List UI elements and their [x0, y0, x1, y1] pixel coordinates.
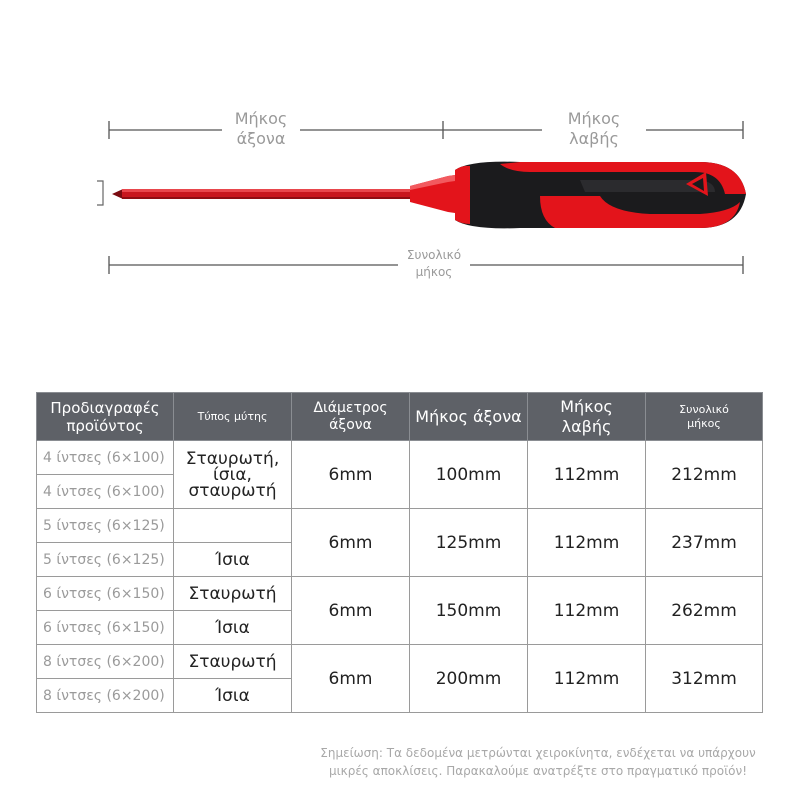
table-row [37, 441, 763, 475]
total-length-text: Συνολικό μήκος [406, 248, 462, 279]
handle-length-cell: 112mm [528, 509, 646, 577]
shaft-length-label [222, 109, 300, 149]
header-handle-length: Μήκος λαβής [528, 393, 646, 441]
handle-length-cell: 112mm [528, 441, 646, 509]
tip-type-cell: Ίσια [174, 679, 292, 713]
total-length-cell: 312mm [646, 645, 763, 713]
handle-length-label [542, 109, 646, 149]
header-total-length: Συνολικό μήκος [646, 393, 763, 441]
total-length-cell: 237mm [646, 509, 763, 577]
model-cell: 5 ίντσες (6×125) [37, 543, 174, 577]
handle-length-text: Μήκος λαβής [567, 109, 621, 148]
model-cell: 5 ίντσες (6×125) [37, 509, 174, 543]
table-row [37, 577, 763, 611]
total-length-label [398, 247, 470, 281]
table-row [37, 509, 763, 543]
tip-type-cell: Σταυρωτή [174, 645, 292, 679]
header-diameter: Διάμετρος άξονα [292, 393, 410, 441]
screwdriver-handle [455, 162, 746, 229]
header-spec: Προδιαγραφές προϊόντος [37, 393, 174, 441]
model-cell: 6 ίντσες (6×150) [37, 611, 174, 645]
tip-type-cell [174, 509, 292, 543]
measurement-note: Σημείωση: Τα δεδομένα μετρώνται χειροκίνητα, ενδέχεται να υπάρχουν μικρές αποκλίσεις. Παρακαλούμε ανατρέξτε στο πραγματικό προϊόν! [320, 746, 756, 778]
shaft-length-cell: 150mm [410, 577, 528, 645]
diameter-cell: 6mm [292, 645, 410, 713]
model-cell: 6 ίντσες (6×150) [37, 577, 174, 611]
shaft-length-cell: 125mm [410, 509, 528, 577]
model-cell: 4 ίντσες (6×100) [37, 441, 174, 475]
dimension-diagram [0, 0, 800, 300]
table-row [37, 645, 763, 679]
header-tip-type: Τύπος μύτης [174, 393, 292, 441]
diameter-cell: 6mm [292, 441, 410, 509]
model-cell: 4 ίντσες (6×100) [37, 475, 174, 509]
shaft-length-text: Μήκος άξονα [234, 109, 288, 148]
model-cell: 8 ίντσες (6×200) [37, 679, 174, 713]
tip-type-cell: Ίσια [174, 543, 292, 577]
tip-type-cell: Σταυρωτή [174, 577, 292, 611]
handle-collar [410, 174, 462, 214]
handle-length-cell: 112mm [528, 577, 646, 645]
tip-type-cell: Σταυρωτή, ίσια, σταυρωτή [174, 441, 292, 509]
shaft-length-cell: 200mm [410, 645, 528, 713]
diameter-cell: 6mm [292, 509, 410, 577]
total-length-cell: 212mm [646, 441, 763, 509]
total-length-cell: 262mm [646, 577, 763, 645]
handle-length-cell: 112mm [528, 645, 646, 713]
spec-table [36, 392, 763, 713]
model-cell: 8 ίντσες (6×200) [37, 645, 174, 679]
screwdriver-shaft [112, 189, 414, 199]
diameter-bracket [97, 181, 103, 205]
tip-type-cell: Ίσια [174, 611, 292, 645]
diameter-cell: 6mm [292, 577, 410, 645]
shaft-length-cell: 100mm [410, 441, 528, 509]
header-shaft-length: Μήκος άξονα [410, 393, 528, 441]
table-header-row [37, 393, 763, 441]
